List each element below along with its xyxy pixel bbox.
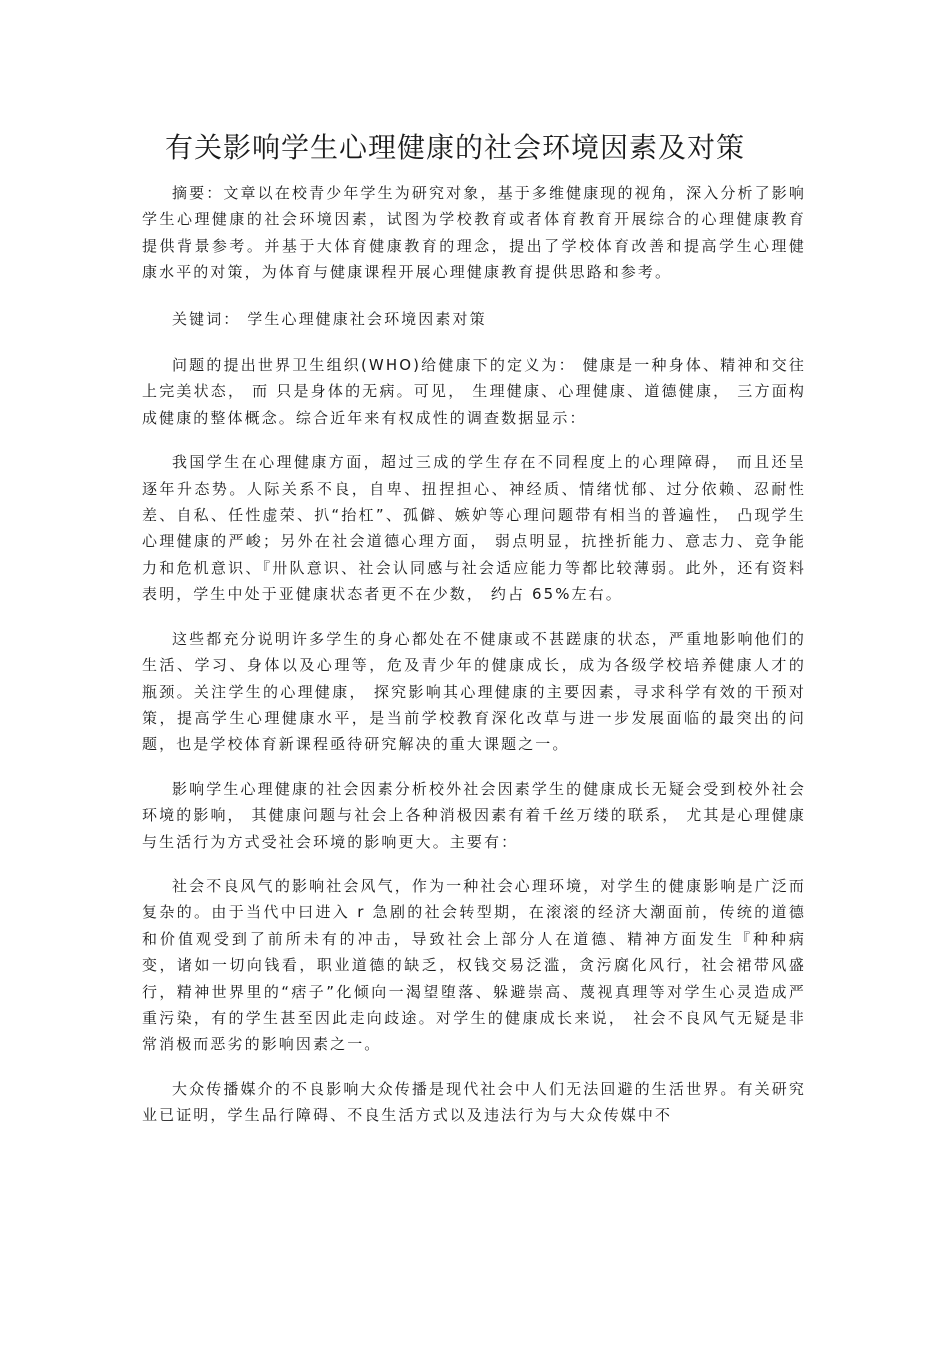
document-title: 有关影响学生心理健康的社会环境因素及对策 <box>164 131 745 164</box>
body-paragraph: 这些都充分说明许多学生的身心都处在不健康或不甚蹉康的状态，严重地影响他们的生活、学习、身体以及心理等，危及青少年的健康成长，成为各级学校培养健康人才的瓶颈。关注学生的心理健康， 探究影响其心理健康的主要因素，寻求科学有效的干预对策，提高学生心理健康水平，是当前学校教育深化改草与进一步发展面临的最突出的问题，也是学校体育新课程亟待研究解决的重大课题之一。 <box>142 629 806 754</box>
keywords-paragraph: 关键词： 学生心理健康社会环境因素对策 <box>172 309 487 328</box>
document-body <box>142 180 806 1129</box>
body-paragraph: 社会不良风气的影响社会风气，作为一种社会心理环境，对学生的健康影响是广泛而复杂的。由于当代中曰进入 r 急剧的社会转型期，在滚滚的经济大潮面前，传统的道德和价值观受到了前所未有的冲击，导致社会上部分人在道德、精神方面发生『种种病变，诸如一切向钱看，职业道德的缺乏，权钱交易泛滥，贪污腐化风行，社会裙带风盛行，精神世界里的“痞子”化倾向一渴望堕落、躲避崇高、蔑视真理等对学生心灵造成严重污染，有的学生甚至因此走向歧途。对学生的健康成长来说， 社会不良风气无疑是非常消极而恶劣的影响因素之一。 <box>142 876 806 1054</box>
abstract-paragraph: 摘要：文章以在校青少年学生为研究对象，基于多维健康现的视角，深入分析了影响学生心理健康的社会环境因素，试图为学校教育或者体育教育开展综合的心理健康教育提供背景参考。并基于大体育健康教育的理念，提出了学校体育改善和提高学生心理健康水平的对策，为体育与健康课程开展心理健康教育提供思路和参考。 <box>142 184 806 282</box>
body-paragraph: 我国学生在心理健康方面，超过三成的学生存在不同程度上的心理障碍， 而且还呈逐年升态势。人际关系不良，自卑、扭捏担心、神经质、情绪忧郁、过分依赖、忍耐性差、自私、任性虚荣、扒“抬杠”、孤僻、嫉妒等心理问题带有相当的普遍性， 凸现学生心理健康的严峻；另外在社会道德心理方面， 弱点明显，抗挫折能力、意志力、竞争能力和危机意识、『卅队意识、社会认同感与社会适应能力等都比较薄弱。此外，还有资料表明，学生中处于亚健康状态者更不在少数， 约占 65%左右。 <box>142 453 806 604</box>
body-paragraph: 影响学生心理健康的社会因素分析校外社会因素学生的健康成长无疑会受到校外社会环境的影响， 其健康问题与社会上各种消极因素有着千丝万缕的联系， 尤其是心理健康与生活行为方式受社会环境的影响更大。主要有： <box>142 779 806 851</box>
body-paragraph: 大众传播媒介的不良影响大众传播是现代社会中人们无法回避的生活世界。有关研究业已证明，学生品行障碍、不良生活方式以及违法行为与大众传媒中不 <box>142 1079 806 1125</box>
body-paragraph: 问题的提出世界卫生组织(WHO)给健康下的定义为： 健康是一种身体、精神和交往上完美状态， 而 只是身体的无病。可见， 生理健康、心理健康、道德健康， 三方面构成健康的整体概念。综合近年来有权成性的调查数据显示： <box>142 356 806 427</box>
